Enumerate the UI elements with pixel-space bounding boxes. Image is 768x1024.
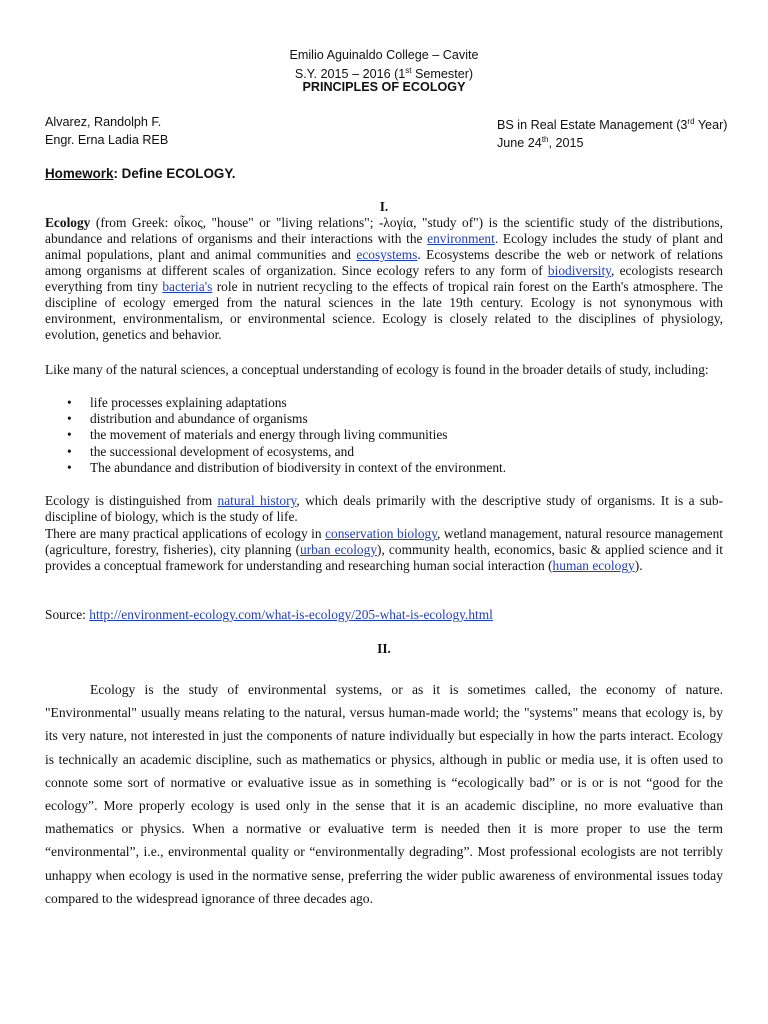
bullet-icon: • [67, 443, 72, 459]
environment-link[interactable]: environment [427, 231, 495, 246]
list-item: • distribution and abundance of organisms [67, 411, 308, 427]
course-title: PRINCIPLES OF ECOLOGY [302, 80, 466, 94]
school-year: S.Y. 2015 – 2016 (1st Semester) [294, 66, 474, 82]
study-details-list [45, 395, 506, 476]
conceptual-understanding-paragraph: Like many of the natural sciences, a conceptual understanding of ecology is found in the broader details of study, including: [45, 362, 709, 377]
practical-applications-paragraph: There are many practical applications of ecology in conservation biology, wetland management, natural resource management (agriculture, forestry, fisheries), city planning (urban ecology), community health, economics, basic & applied science and it provides a conceptual framework for understanding and researching human social interaction (human ecology). [45, 526, 723, 573]
ecosystems-link[interactable]: ecosystems [356, 247, 418, 262]
bullet-icon: • [67, 459, 72, 475]
list-item: • life processes explaining adaptations [67, 395, 287, 410]
natural-history-link[interactable]: natural history [217, 493, 297, 508]
ecology-systems-paragraph: Ecology is the study of environmental systems, or as it is sometimes called, the economy of nature. "Environmental" usually means relating to the natural, versus human-made world; the "systems" means that ecology is, by its very nature, not interested in just the components of nature individually but especially in how the parts interact. Ecology is technically an academic discipline, such as mathematics or physics, although in public or media use, it is often used to connote some sort of normative or evaluative issue as in something is “ecologically bad” or is or is not “good for the ecology”. More properly ecology is used only in the sense that it is an academic discipline, no more evaluative than mathematics or physics. When a normative or evaluative term is needed then it is more proper to use the term “environmental”, i.e., environmental quality or “environmentally degrading”. Most professional ecologists are not terribly unhappy when ecology is used in the normative sense, preferring the wider public awareness of environmental issues today compared to the widespread ignorance of three decades ago. [45, 682, 723, 906]
list-item: • the movement of materials and energy through living communities [67, 427, 448, 443]
bullet-icon: • [67, 395, 72, 410]
section-numeral-2: II. [377, 641, 391, 656]
biodiversity-link[interactable]: biodiversity [547, 263, 612, 278]
list-item: • The abundance and distribution of biodiversity in context of the environment. [67, 459, 507, 475]
source-url-link[interactable]: http://environment-ecology.com/what-is-ecology/205-what-is-ecology.html [89, 607, 493, 622]
student-name: Alvarez, Randolph F. [45, 115, 162, 129]
program-name: BS in Real Estate Management (3rd Year) [497, 117, 728, 133]
section-numeral-1: I. [379, 199, 389, 214]
urban-ecology-link[interactable]: urban ecology [300, 542, 378, 557]
college-name: Emilio Aguinaldo College – Cavite [289, 48, 479, 62]
bullet-icon: • [67, 411, 72, 427]
human-ecology-link[interactable]: human ecology [552, 558, 635, 573]
bacteria-link[interactable]: bacteria's [162, 279, 213, 294]
ecology-definition-paragraph: Ecology (from Greek: οἶκος, "house" or "living relations"; -λογία, "study of") is the scientific study of the distributions, abundance and relations of organisms and their interactions with the environment. Ecology includes the study of plant and animal populations, plant and animal communities and ecosystems. Ecosystems describe the web or network of relations among organisms at different scales of organization. Since ecology refers to any form of biodiversity, ecologists research everything from tiny bacteria's role in nutrient recycling to the effects of tropical rain forest on the Earth's atmosphere. The discipline of ecology emerged from the natural sciences in the late 19th century. Ecology is not synonymous with environment, environmentalism, or environmental science. Ecology is closely related to the disciplines of physiology, evolution, genetics and behavior. [45, 215, 724, 342]
conservation-biology-link[interactable]: conservation biology [325, 526, 438, 541]
homework-line: Homework: Define ECOLOGY. [45, 166, 236, 181]
instructor-name: Engr. Erna Ladia REB [45, 133, 169, 147]
submission-date: June 24th, 2015 [497, 135, 584, 151]
source-line: Source: http://environment-ecology.com/what-is-ecology/205-what-is-ecology.html [45, 607, 493, 622]
natural-history-paragraph: Ecology is distinguished from natural history, which deals primarily with the descriptive study of organisms. It is a sub-discipline of biology, which is the study of life. [45, 493, 723, 524]
list-item: • the successional development of ecosystems, and [67, 443, 355, 459]
bullet-icon: • [67, 427, 72, 443]
